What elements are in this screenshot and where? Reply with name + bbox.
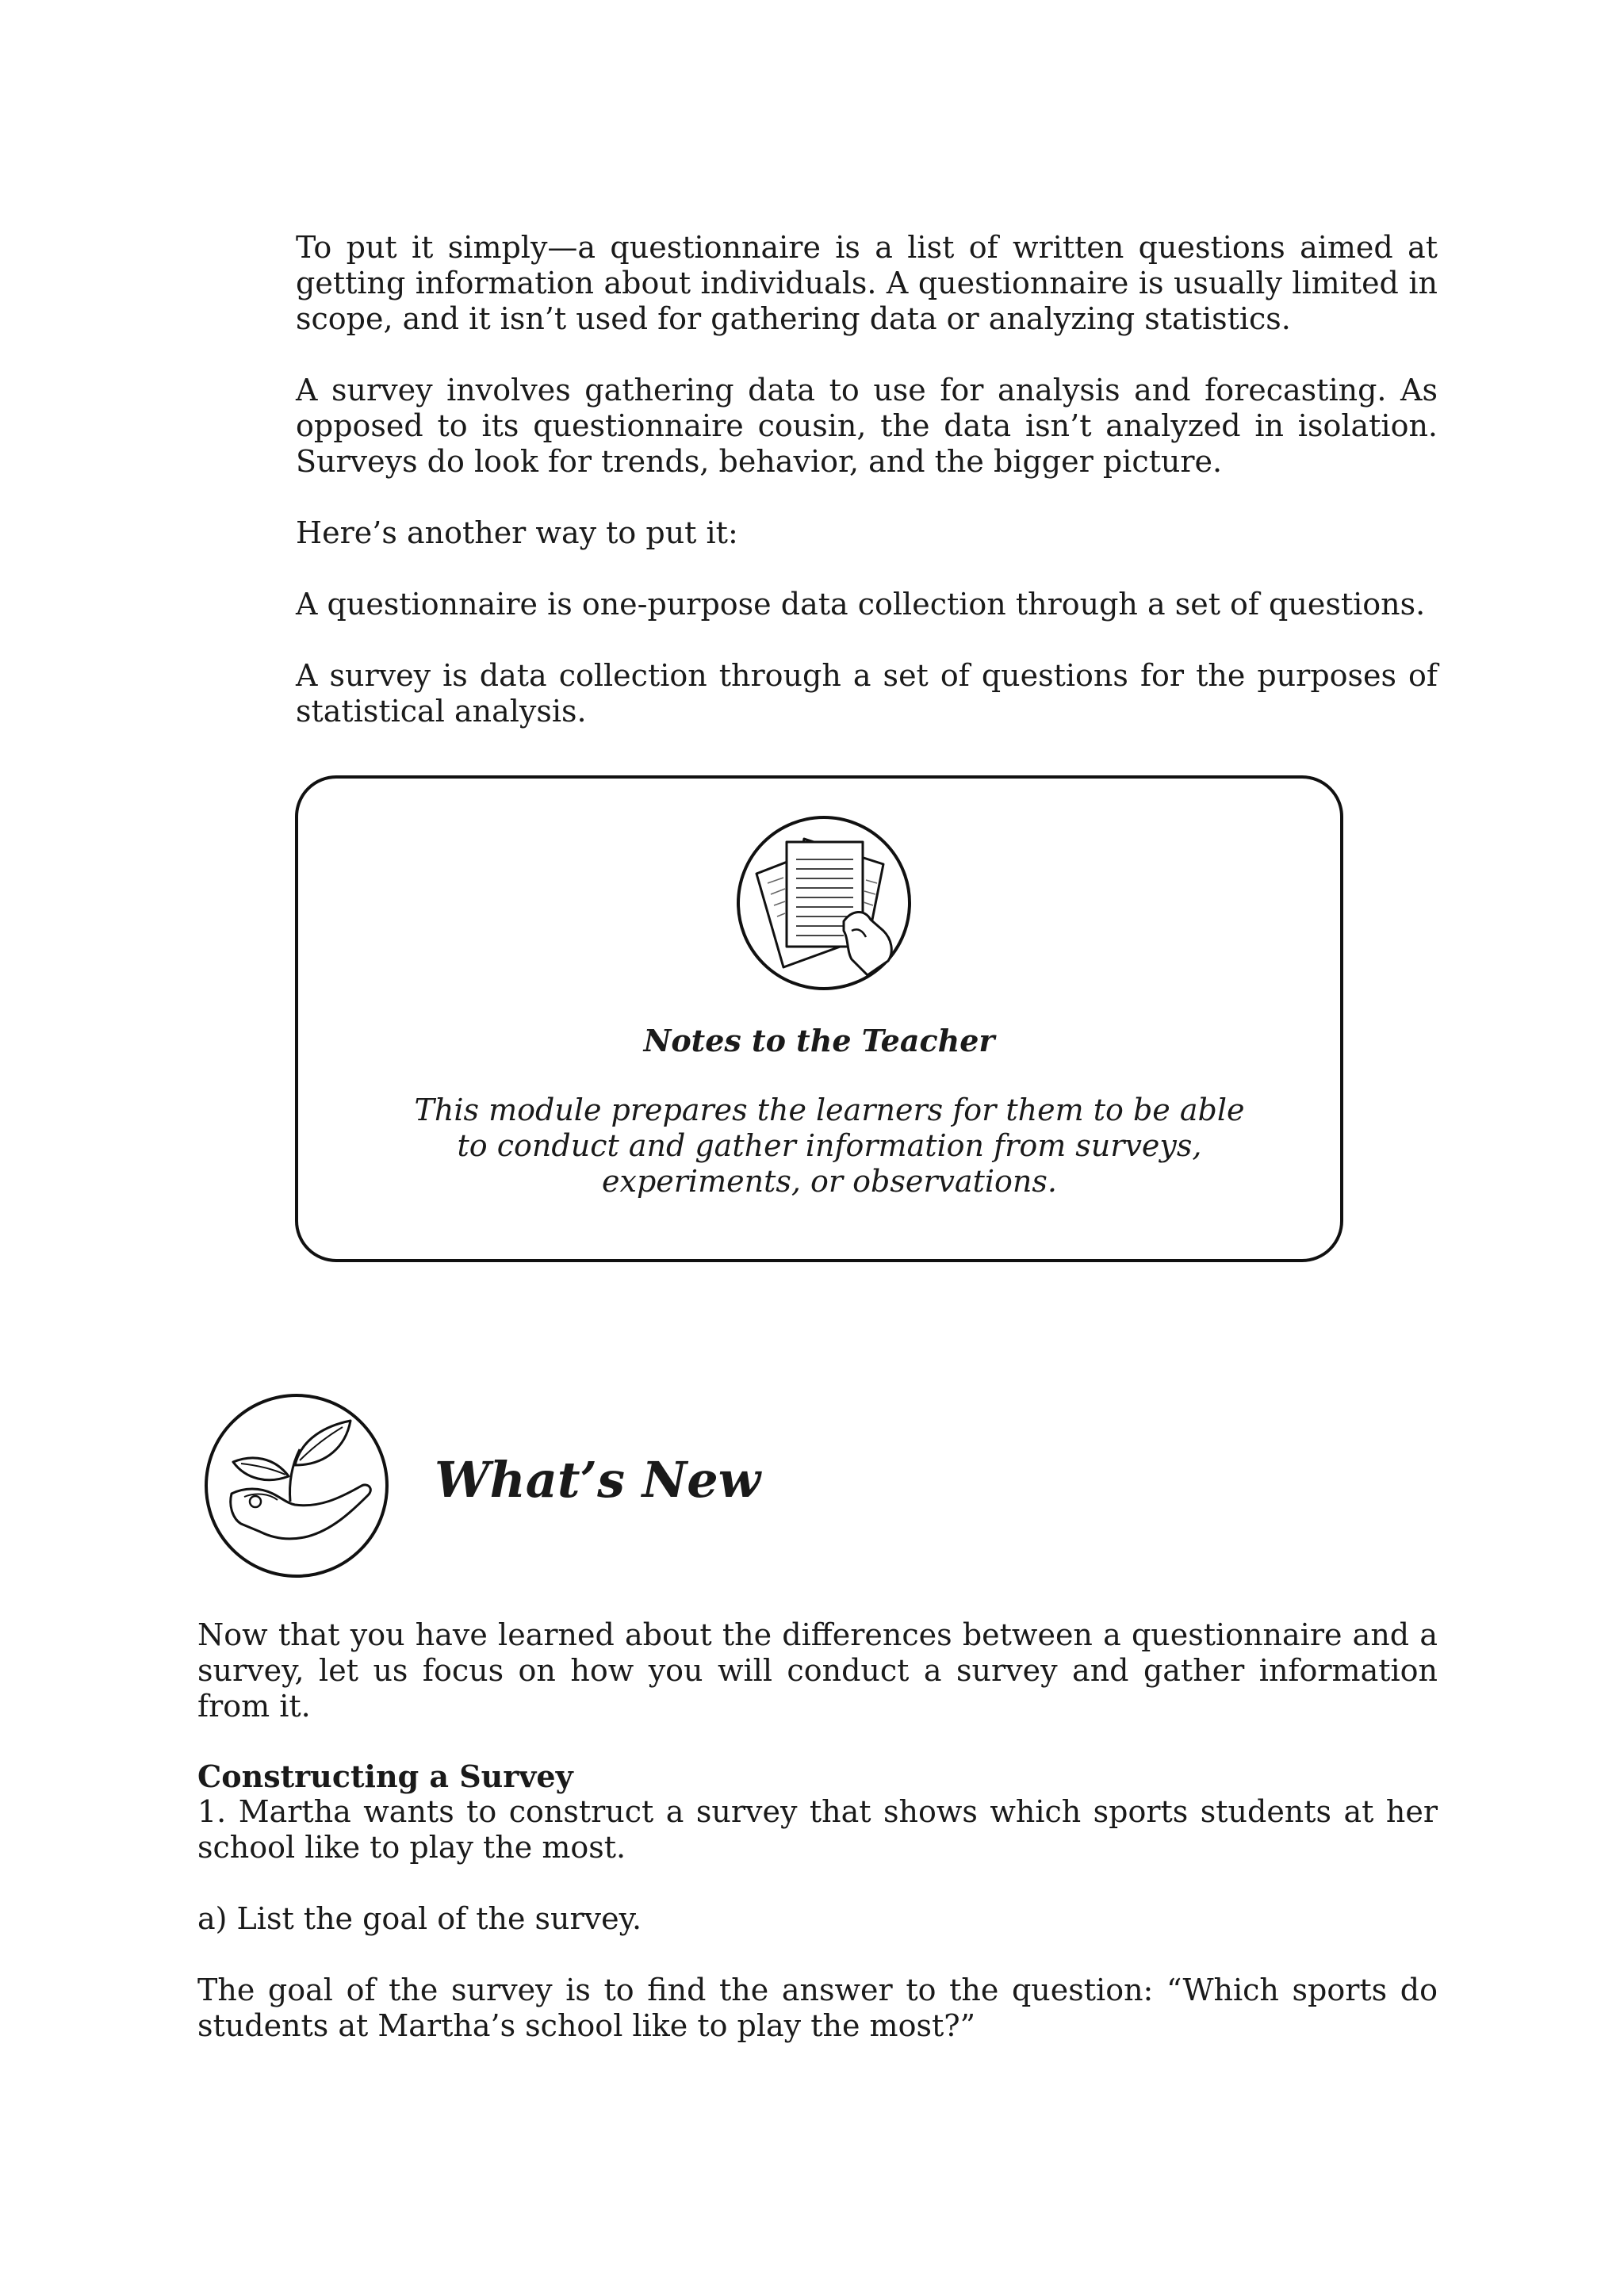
intro-paragraph-survey-definition: A survey is data collection through a set of questions for the purposes of statistical analysis. bbox=[296, 658, 1438, 729]
survey-goal-answer: The goal of the survey is to find the answer to the question: “Which sports do students at Martha’s school like to play the most?” bbox=[197, 1973, 1438, 2043]
survey-item-1a: a) List the goal of the survey. bbox=[197, 1901, 642, 1936]
constructing-survey-heading: Constructing a Survey bbox=[197, 1758, 573, 1794]
hand-holding-papers-icon bbox=[733, 812, 915, 994]
whats-new-intro: Now that you have learned about the differences between a questionnaire and a survey, let us focus on how you will conduct a survey and gather information from it. bbox=[197, 1617, 1438, 1724]
intro-paragraph-another-way: Here’s another way to put it: bbox=[296, 515, 738, 550]
whats-new-title: What’s New bbox=[435, 1451, 761, 1509]
intro-paragraph-questionnaire: To put it simply—a questionnaire is a list of written questions aimed at getting information about individuals. A questionnaire is usually limited in scope, and it isn’t used for gathering data or analyzing statistics. bbox=[296, 230, 1438, 336]
survey-item-1: 1. Martha wants to construct a survey that shows which sports students at her school like to play the most. bbox=[197, 1794, 1438, 1865]
notes-body: This module prepares the learners for them to be able to conduct and gather information from surveys, experiments, or observations. bbox=[414, 1093, 1245, 1199]
notes-title: Notes to the Teacher bbox=[643, 1023, 995, 1058]
notes-to-teacher-box bbox=[295, 775, 1343, 1262]
hand-holding-plant-icon bbox=[200, 1389, 393, 1582]
intro-paragraph-survey: A survey involves gathering data to use for analysis and forecasting. As opposed to its questionnaire cousin, the data isn’t analyzed in isolation. Surveys do look for trends, behavior, and the bigger picture. bbox=[296, 373, 1438, 479]
intro-paragraph-questionnaire-definition: A questionnaire is one-purpose data collection through a set of questions. bbox=[296, 587, 1426, 622]
